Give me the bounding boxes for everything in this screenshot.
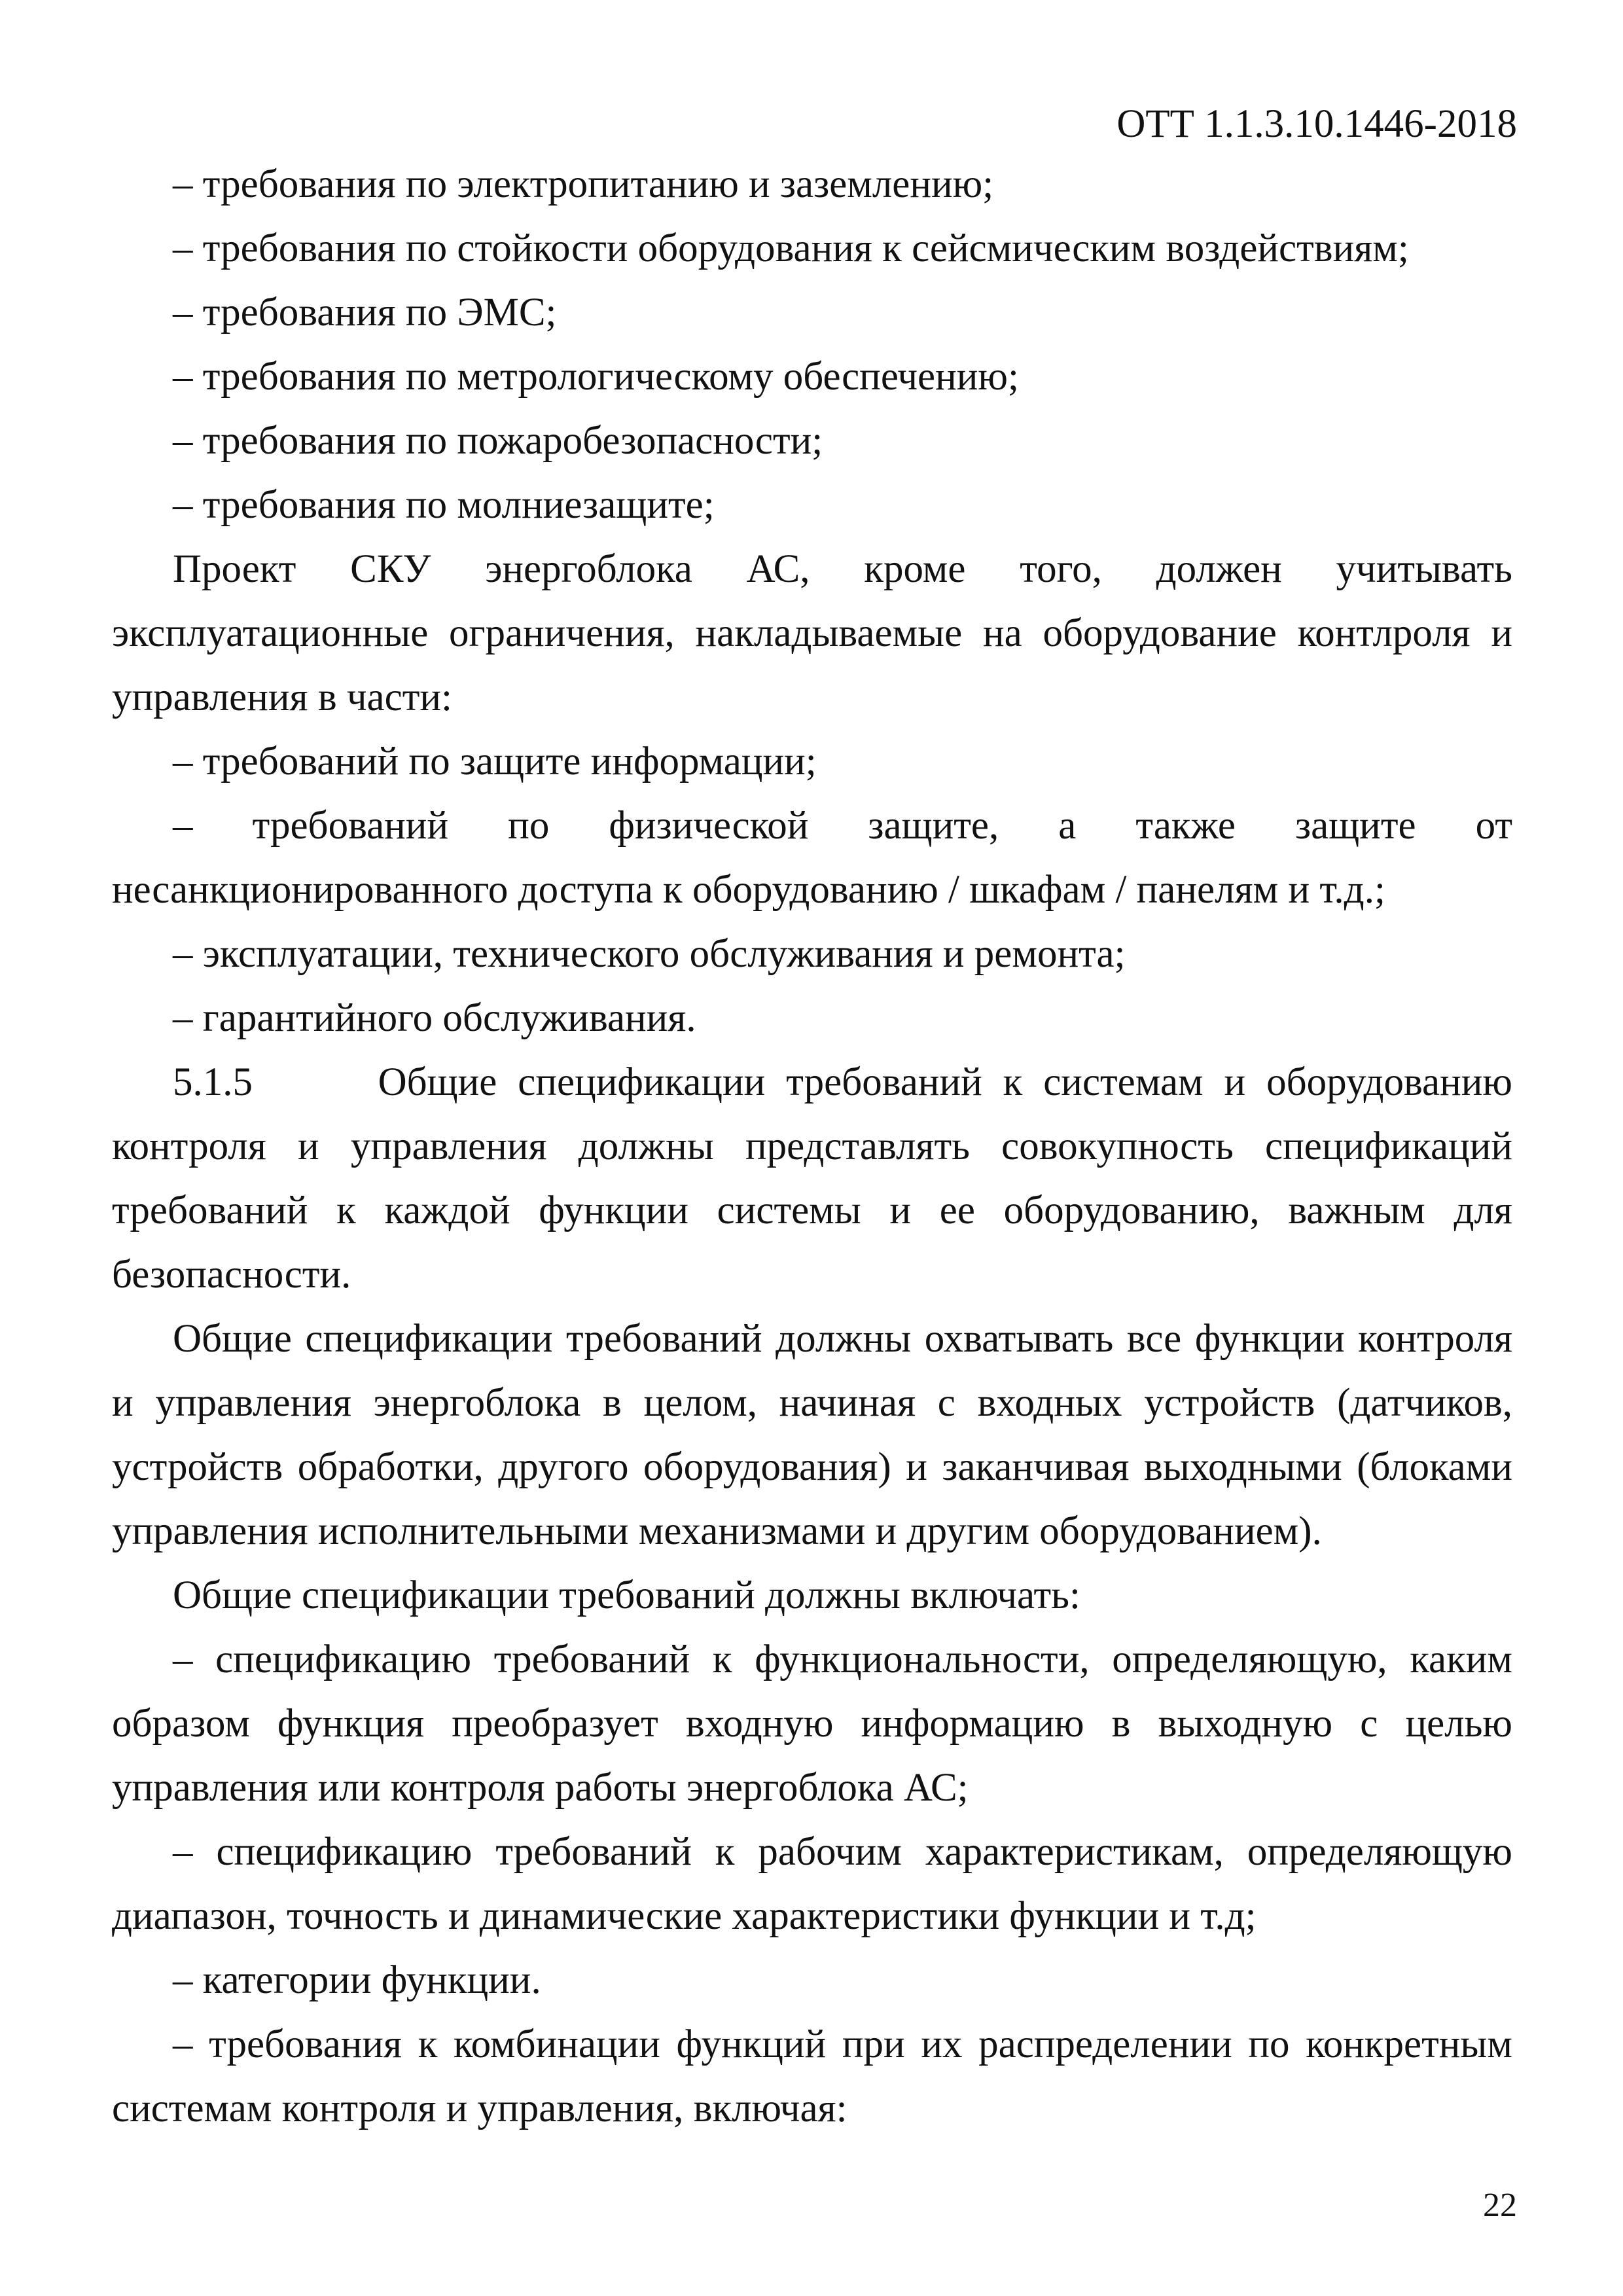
list-item: – требований по защите информации; [173, 740, 817, 783]
paragraph: Общие спецификации требований должны охватывать все функции контроля и управления энергоблока в целом, начиная с входных устройств (датчиков, устройств обработки, другого оборудования) и заканчивая выходными (блоками управления исполнительными механизмами и другим оборудованием). [112, 1317, 1512, 1553]
list-item: – требования по молниезащите; [173, 483, 715, 527]
document-code: ОТТ 1.1.3.10.1446-2018 [1116, 102, 1517, 146]
list-item: – требования по стойкости оборудования к сейсмическим воздействиям; [173, 226, 1409, 270]
list-item: – требования к комбинации функций при их распределении по конкретным системам контроля и управления, включая: [112, 2022, 1512, 2130]
paragraph: Общие спецификации требований должны включать: [173, 1573, 1080, 1617]
list-item: – требования по электропитанию и заземлению; [173, 162, 994, 206]
list-item: – требования по ЭМС; [173, 291, 557, 334]
section-paragraph: 5.1.5 Общие спецификации требований к системам и оборудованию контроля и управления должны представлять совокупность спецификаций требований к каждой функции системы и ее оборудованию, важным для безопасности. [112, 1060, 1523, 1297]
page-number: 22 [1483, 2187, 1517, 2224]
list-item: – требований по физической защите, а также защите от несанкционированного доступа к оборудованию / шкафам / панелям и т.д.; [112, 804, 1512, 912]
list-item: – спецификацию требований к рабочим характеристикам, определяющую диапазон, точность и динамические характеристики функции и т.д; [112, 1830, 1512, 1938]
list-item: – эксплуатации, технического обслуживания и ремонта; [173, 932, 1126, 976]
paragraph: Проект СКУ энергоблока АС, кроме того, должен учитывать эксплуатационные ограничения, накладываемые на оборудование контлроля и управления в части: [112, 547, 1512, 719]
body-text [112, 152, 1523, 2141]
list-item: – категории функции. [173, 1958, 541, 2002]
list-item: – спецификацию требований к функциональности, определяющую, каким образом функция преобразует входную информацию в выходную с целью управления или контроля работы энергоблока АС; [112, 1638, 1512, 1810]
list-item: – требования по пожаробезопасности; [173, 419, 823, 463]
list-item: – требования по метрологическому обеспечению; [173, 355, 1019, 399]
list-item: – гарантийного обслуживания. [173, 996, 696, 1040]
